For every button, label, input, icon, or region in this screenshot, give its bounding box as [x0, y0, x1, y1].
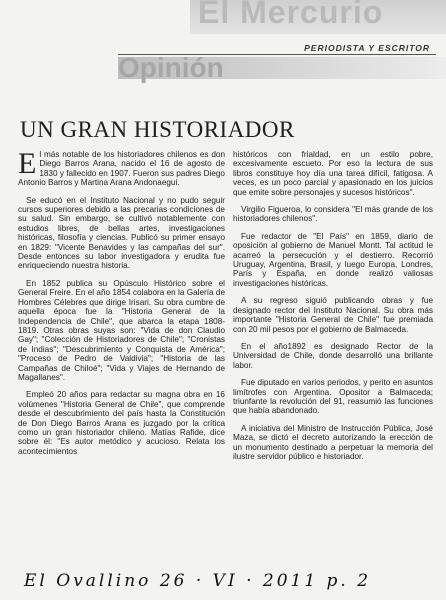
- opinion-band: [118, 52, 446, 83]
- article-paragraph: Fue diputado en varios periodos, y perito en asuntos limítrofes con Argentina. Opositor a Balmaceda; triunfante la revolución del 91, reasumió las funciones que había abandonado.: [233, 378, 433, 416]
- article-column-left: [18, 147, 225, 464]
- article-paragraph: [18, 147, 225, 188]
- article-paragraph: históricos con frialdad, en un estilo pobre, excesivamente escueto. Por eso la lectura de sus libros constituye hoy día una tarea difícil, fatigosa. A veces, es un poco parcial y apasionado en los juicios que emite sobre personajes y sucesos históricos".: [233, 150, 433, 197]
- article-paragraph: Fue redactor de "El País" en 1859, diario de oposición al gobierno de Manuel Montt. Tal actitud le acarreó la persecución y el destierro. Recorrió Uruguay, Argentina, Brasil, y luego Europa, Londres, París y España, en donde realizó valiosas investigaciones históricas.: [233, 231, 433, 288]
- paragraph-text: l más notable de los historiadores chilenos es don Diego Barros Arana, nacido el 16 de agosto de 1830 y fallecido en 1907. Fueron sus padres Diego Antonio Barros y Martina Arana Andonaegui.: [18, 150, 225, 188]
- opinion-word: Opinión: [118, 52, 224, 83]
- article-paragraph: En el año1892 es designado Rector de la Universidad de Chile, donde desarrolló una brillante labor.: [233, 341, 433, 370]
- article-paragraph: Virgilio Figueroa, lo considera "El más grande de los historiadores chilenos".: [233, 205, 433, 224]
- masthead-banner: [190, 0, 446, 34]
- article-paragraph: Empleó 20 años para redactar su magna obra en 16 volúmenes "Historia General de Chile", que comprende desde el descubrimiento del país hasta la Constitución de Don Diego Barros Arana es juzgado por la crítica como un gran historiador chileno. Matías Rafide, dice sobre él: "Es autor metódico y acucioso. Relata los acontecimientos: [18, 390, 225, 456]
- article-paragraph: En 1852 publica su Opúsculo Histórico sobre el General Freire. En el año 1854 colabora en la Galería de Hombres Célebres que dirige Irisari. Su obra cumbre de aquella época fue la "Historia General de la Independencia de Chile", que abarca la etapa 1808-1819. Otras obras suyas son: "Vida de don Claudio Gay"; "Colección de Historiadores de Chile"; "Cronistas de Indias"; "Descubrimiento y Conquista de América"; "Proceso de Pedro de Valdivia"; "Historia de las Campañas de Chiloé"; "Vida y Viajes de Hernando de Magallanes".: [18, 278, 225, 382]
- section-tag: PERIODISTA Y ESCRITOR: [304, 43, 430, 53]
- handwritten-source-note: El Ovallino 26 · VI · 2011 p. 2: [24, 571, 372, 591]
- article-paragraph: A iniciativa del Ministro de Instrucción Pública, José Maza, se dictó el decreto autorizando la erección de un monumento destinado a perpetuar la memoria del ilustre servidor público e historiador.: [233, 423, 433, 461]
- article-column-right: [233, 150, 433, 469]
- drop-cap: E: [18, 147, 37, 180]
- article-paragraph: Se educó en el Instituto Nacional y no pudo seguir cursos superiores debido a las precarias condiciones de su salud. Sin embargo, se cultivó notablemente con estudios libres, de bellas artes, investigaciones históricas, filosofía y ciencias. Publicó su primer ensayo en 1829: "Vicente Benavides y las campañas del sur". Desde entonces su labor investigadora y erudita fue enriqueciendo nuestra historia.: [18, 195, 225, 271]
- masthead-text: El Mercurio: [198, 0, 384, 30]
- article-title: UN GRAN HISTORIADOR: [20, 117, 295, 142]
- article-paragraph: A su regreso siguió publicando obras y fue designado rector del Instituto Nacional. Su obra más importante "Historia General de Chile" fue premiada con 20 mil pesos por el gobierno de Balmaceda.: [233, 296, 433, 334]
